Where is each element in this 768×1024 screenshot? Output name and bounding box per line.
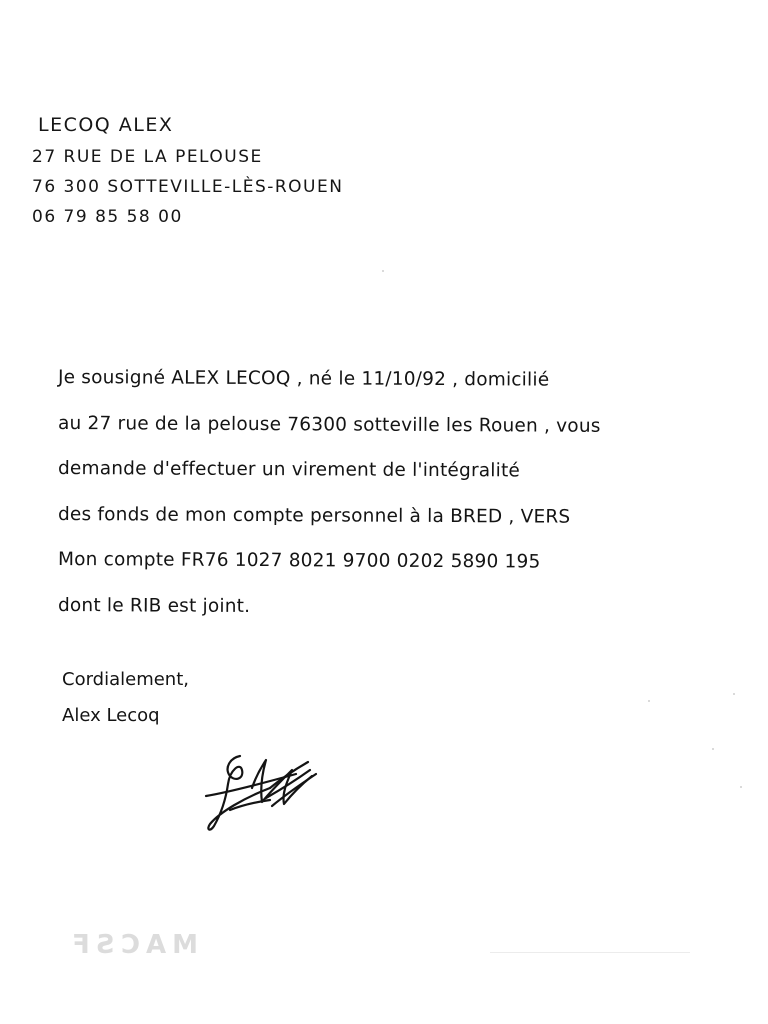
body-line: demande d'effectuer un virement de l'intégralité [57, 458, 521, 482]
sender-city: 76 300 SOTTEVILLE-LÈS-ROUEN [32, 177, 344, 197]
scan-speck [648, 700, 650, 702]
letter-closing [62, 662, 189, 734]
body-line-iban: Mon compte FR76 1027 8021 9700 0202 5890 195 [57, 549, 541, 573]
body-line: Je sousigné ALEX LECOQ , né le 11/10/92 , domicilié [57, 367, 550, 391]
handwritten-signature-icon [200, 748, 325, 838]
scan-speck [740, 786, 742, 788]
closing-salutation: Cordialement, [62, 669, 189, 690]
body-line: dont le RIB est joint. [57, 594, 251, 617]
closing-signoff: Alex Lecoq [62, 705, 160, 726]
body-line: des fonds de mon compte personnel à la BRED , VERS [57, 503, 571, 528]
sender-street: 27 RUE DE LA PELOUSE [32, 147, 263, 167]
body-line: au 27 rue de la pelouse 76300 sotteville les Rouen , vous [57, 412, 601, 437]
scan-artifact [490, 952, 690, 953]
scan-speck [712, 748, 714, 750]
watermark-logo: MACSF [66, 930, 199, 960]
sender-name: LECOQ ALEX [38, 114, 174, 136]
scan-speck [733, 693, 735, 695]
sender-address-block [32, 108, 372, 232]
sender-phone: 06 79 85 58 00 [32, 207, 183, 227]
letter-body [58, 355, 738, 628]
scan-speck [382, 270, 384, 272]
